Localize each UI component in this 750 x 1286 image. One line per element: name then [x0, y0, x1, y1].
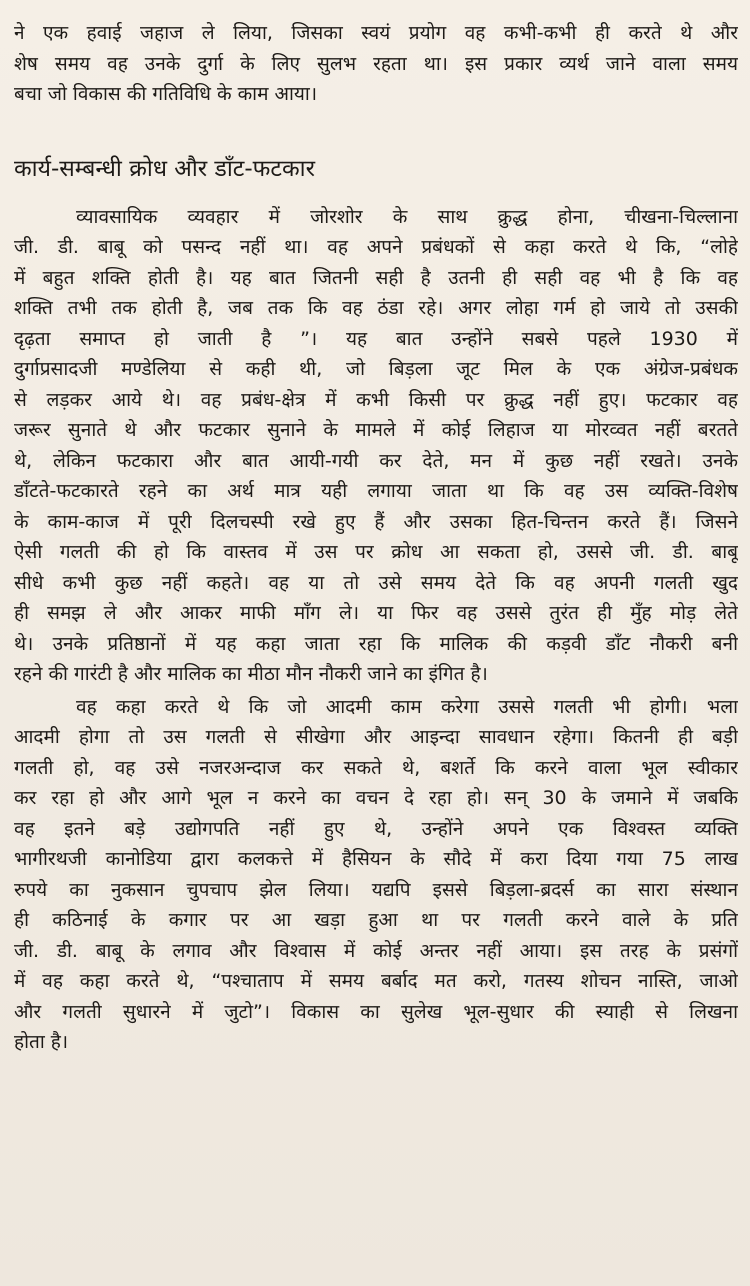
text-line: भागीरथजी कानोडिया द्वारा कलकत्ते में हैसियन के सौदे में करा दिया गया 75 लाख	[14, 848, 738, 870]
section-heading: कार्य-सम्बन्धी क्रोध और डाँट-फटकार	[14, 155, 316, 182]
text-line: ऐसी गलती की हो कि वास्तव में उस पर क्रोध आ सकता हो, उससे जी. डी. बाबू	[14, 541, 738, 563]
text-line: रहने की गारंटी है और मालिक का मीठा मौन नौकरी जाने का इंगित है।	[14, 663, 488, 685]
text-line: जरूर सुनाते थे और फटकार सुनाने के मामले में कोई लिहाज या मोरव्वत नहीं बरतते	[14, 419, 738, 441]
text-line: वह इतने बड़े उद्योगपति नहीं हुए थे, उन्होंने अपने एक विश्वस्त व्यक्ति	[14, 817, 738, 840]
text-line: थे, लेकिन फटकारा और बात आयी-गयी कर देते, मन में कुछ नहीं रखते। उनके	[14, 449, 738, 472]
text-line: रुपये का नुकसान चुपचाप झेल लिया। यद्यपि इससे बिड़ला-ब्रदर्स का सारा संस्थान	[14, 878, 738, 901]
intro-paragraph	[14, 18, 738, 110]
text-line: वह कहा करते थे कि जो आदमी काम करेगा उससे गलती भी होगी। भला	[76, 695, 738, 718]
text-line: बचा जो विकास की गतिविधि के काम आया।	[14, 83, 318, 105]
text-line: आदमी होगा तो उस गलती से सीखेगा और आइन्दा सावधान रहेगा। कितनी ही बड़ी	[14, 726, 738, 748]
text-line: और गलती सुधारने में जुटो”। विकास का सुलेख भूल-सुधार की स्याही से लिखना	[14, 1000, 738, 1023]
text-line: ने एक हवाई जहाज ले लिया, जिसका स्वयं प्रयोग वह कभी-कभी ही करते थे और	[14, 22, 738, 44]
paragraph-2	[14, 692, 738, 1058]
text-line: ही समझ ले और आकर माफी माँग ले। या फिर वह उससे तुरंत ही मुँह मोड़ लेते	[14, 602, 738, 624]
text-line: से लड़कर आये थे। वह प्रबंध-क्षेत्र में कभी किसी पर क्रुद्ध नहीं हुए। फटकार वह	[14, 388, 738, 411]
text-line: सीधे कभी कुछ नहीं कहते। वह या तो उसे समय देते कि वह अपनी गलती खुद	[14, 571, 738, 594]
text-line: जी. डी. बाबू को पसन्द नहीं था। वह अपने प्रबंधकों से कहा करते थे कि, “लोहे	[14, 236, 738, 258]
text-line: दृढ़ता समाप्त हो जाती है ”। यह बात उन्होंने सबसे पहले 1930 में	[14, 327, 738, 350]
text-line: में बहुत शक्ति होती है। यह बात जितनी सही है उतनी ही सही वह भी है कि वह	[14, 266, 738, 289]
text-line: जी. डी. बाबू के लगाव और विश्वास में कोई अन्तर नहीं आया। इस तरह के प्रसंगों	[14, 939, 738, 962]
text-line: डाँटते-फटकारते रहने का अर्थ मात्र यही लगाया जाता था कि वह उस व्यक्ति-विशेष	[14, 480, 738, 502]
paragraph-1	[14, 202, 738, 690]
text-line: कर रहा हो और आगे भूल न करने का वचन दे रहा हो। सन् 30 के जमाने में जबकि	[14, 787, 738, 809]
text-line: थे। उनके प्रतिष्ठानों में यह कहा जाता रहा कि मालिक की कड़वी डाँट नौकरी बनी	[14, 632, 738, 655]
text-line: शक्ति तभी तक होती है, जब तक कि वह ठंडा रहे। अगर लोहा गर्म हो जाये तो उसकी	[14, 297, 738, 319]
text-line: में वह कहा करते थे, “पश्चाताप में समय बर्बाद मत करो, गतस्य शोचन नास्ति, जाओ	[14, 970, 738, 992]
text-line: शेष समय वह उनके दुर्गा के लिए सुलभ रहता था। इस प्रकार व्यर्थ जाने वाला समय	[14, 52, 738, 75]
text-line: दुर्गाप्रसादजी मण्डेलिया से कही थी, जो बिड़ला जूट मिल के एक अंग्रेज-प्रबंधक	[14, 358, 738, 380]
text-line: के काम-काज में पूरी दिलचस्पी रखे हुए हैं और उसका हित-चिन्तन करते हैं। जिसने	[14, 510, 738, 533]
text-line: गलती हो, वह उसे नजरअन्दाज कर सकते थे, बशर्ते कि करने वाला भूल स्वीकार	[14, 756, 738, 779]
text-line: ही कठिनाई के कगार पर आ खड़ा हुआ था पर गलती करने वाले के प्रति	[14, 909, 738, 931]
text-line: होता है।	[14, 1031, 69, 1053]
text-line: व्यावसायिक व्यवहार में जोरशोर के साथ क्रुद्ध होना, चीखना-चिल्लाना	[76, 205, 738, 228]
